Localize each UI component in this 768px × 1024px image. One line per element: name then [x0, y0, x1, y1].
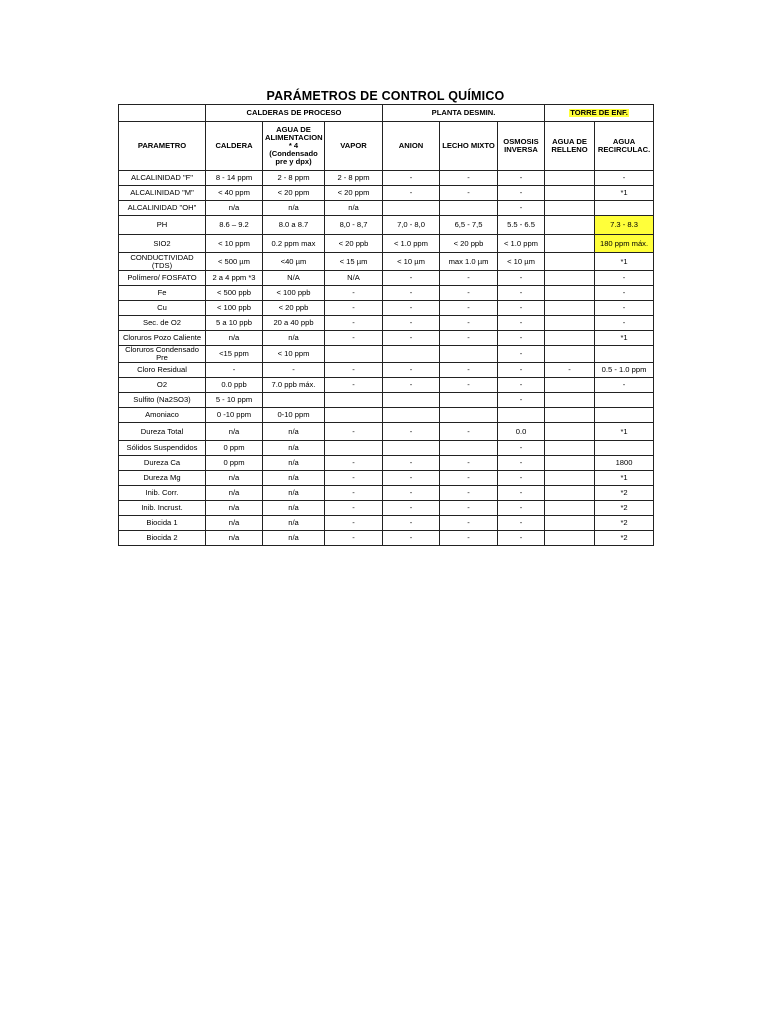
cell-vapor: -: [325, 471, 383, 486]
table-row: [119, 346, 654, 363]
table-row: [119, 271, 654, 286]
header-lecho-mixto: LECHO MIXTO: [440, 122, 498, 171]
cell-recirc: -: [595, 316, 654, 331]
cell-relleno: [545, 235, 595, 253]
cell-lecho: -: [440, 286, 498, 301]
cell-recirc: 0.5 - 1.0 ppm: [595, 363, 654, 378]
cell-lecho: -: [440, 471, 498, 486]
cell-relleno: [545, 423, 595, 441]
cell-anion: -: [383, 363, 440, 378]
cell-anion: -: [383, 378, 440, 393]
cell-agua: n/a: [263, 471, 325, 486]
cell-relleno: [545, 186, 595, 201]
cell-anion: [383, 393, 440, 408]
cell-lecho: -: [440, 316, 498, 331]
cell-agua: n/a: [263, 441, 325, 456]
cell-anion: [383, 441, 440, 456]
table-row: [119, 235, 654, 253]
row-label: Dureza Ca: [119, 456, 206, 471]
cell-osmosis: -: [498, 171, 545, 186]
cell-recirc: *1: [595, 186, 654, 201]
cell-relleno: [545, 471, 595, 486]
cell-anion: -: [383, 286, 440, 301]
cell-recirc: *2: [595, 531, 654, 546]
cell-osmosis: 0.0: [498, 423, 545, 441]
cell-recirc: -: [595, 171, 654, 186]
row-label: Cloro Residual: [119, 363, 206, 378]
group-header-row: [119, 105, 654, 122]
cell-relleno: [545, 286, 595, 301]
cell-vapor: -: [325, 331, 383, 346]
cell-relleno: [545, 393, 595, 408]
cell-lecho: -: [440, 516, 498, 531]
cell-caldera: 0.0 ppb: [206, 378, 263, 393]
cell-osmosis: 5.5 - 6.5: [498, 216, 545, 235]
table-row: [119, 286, 654, 301]
cell-vapor: 8,0 - 8,7: [325, 216, 383, 235]
row-label: SIO2: [119, 235, 206, 253]
cell-recirc: 180 ppm máx.: [595, 235, 654, 253]
cell-vapor: < 20 ppb: [325, 235, 383, 253]
cell-vapor: 2 - 8 ppm: [325, 171, 383, 186]
table-row: [119, 363, 654, 378]
cell-relleno: [545, 486, 595, 501]
cell-osmosis: -: [498, 316, 545, 331]
cell-anion: -: [383, 301, 440, 316]
row-label: Polímero/ FOSFATO: [119, 271, 206, 286]
cell-agua: n/a: [263, 501, 325, 516]
cell-vapor: -: [325, 378, 383, 393]
cell-vapor: -: [325, 423, 383, 441]
cell-osmosis: -: [498, 501, 545, 516]
cell-agua: n/a: [263, 531, 325, 546]
group-torre: [545, 105, 654, 122]
cell-anion: -: [383, 471, 440, 486]
row-label: Biocida 1: [119, 516, 206, 531]
table-row: [119, 516, 654, 531]
cell-osmosis: -: [498, 378, 545, 393]
cell-lecho: -: [440, 486, 498, 501]
row-label: Dureza Mg: [119, 471, 206, 486]
table-row: [119, 201, 654, 216]
cell-agua: N/A: [263, 271, 325, 286]
row-label: Amoniaco: [119, 408, 206, 423]
cell-relleno: [545, 171, 595, 186]
cell-vapor: -: [325, 501, 383, 516]
group-calderas: CALDERAS DE PROCESO: [206, 105, 383, 122]
cell-lecho: -: [440, 331, 498, 346]
header-osmosis: OSMOSIS INVERSA: [498, 122, 545, 171]
cell-recirc: -: [595, 301, 654, 316]
cell-lecho: -: [440, 271, 498, 286]
cell-agua: -: [263, 363, 325, 378]
cell-recirc: 7.3 - 8.3: [595, 216, 654, 235]
header-agua-recirc: AGUA RECIRCULAC.: [595, 122, 654, 171]
cell-osmosis: -: [498, 516, 545, 531]
cell-osmosis: -: [498, 331, 545, 346]
cell-recirc: [595, 408, 654, 423]
header-agua-relleno: AGUA DE RELLENO: [545, 122, 595, 171]
header-parametro: PARAMETRO: [119, 122, 206, 171]
cell-vapor: -: [325, 363, 383, 378]
cell-anion: < 10 µm: [383, 253, 440, 271]
cell-vapor: [325, 393, 383, 408]
cell-anion: [383, 201, 440, 216]
row-label: Inib. Corr.: [119, 486, 206, 501]
row-label: Sec. de O2: [119, 316, 206, 331]
cell-vapor: [325, 441, 383, 456]
cell-vapor: n/a: [325, 201, 383, 216]
group-spacer: [119, 105, 206, 122]
cell-lecho: max 1.0 µm: [440, 253, 498, 271]
cell-anion: -: [383, 331, 440, 346]
cell-recirc: *1: [595, 253, 654, 271]
table-row: [119, 216, 654, 235]
cell-relleno: [545, 516, 595, 531]
cell-lecho: -: [440, 501, 498, 516]
cell-agua: < 20 ppb: [263, 301, 325, 316]
cell-recirc: *2: [595, 501, 654, 516]
cell-agua: n/a: [263, 331, 325, 346]
cell-recirc: -: [595, 378, 654, 393]
cell-anion: [383, 408, 440, 423]
cell-relleno: [545, 316, 595, 331]
cell-lecho: [440, 393, 498, 408]
cell-caldera: 5 - 10 ppm: [206, 393, 263, 408]
cell-osmosis: -: [498, 456, 545, 471]
cell-anion: -: [383, 501, 440, 516]
cell-recirc: -: [595, 286, 654, 301]
cell-lecho: -: [440, 456, 498, 471]
table-row: [119, 486, 654, 501]
group-torre-label: TORRE DE ENF.: [570, 108, 628, 117]
cell-lecho: -: [440, 171, 498, 186]
cell-osmosis: -: [498, 441, 545, 456]
cell-recirc: [595, 201, 654, 216]
table-row: [119, 171, 654, 186]
cell-agua: < 100 ppb: [263, 286, 325, 301]
cell-relleno: [545, 346, 595, 363]
cell-vapor: < 15 µm: [325, 253, 383, 271]
cell-agua: n/a: [263, 201, 325, 216]
cell-caldera: n/a: [206, 201, 263, 216]
cell-relleno: [545, 331, 595, 346]
table-row: [119, 501, 654, 516]
cell-vapor: -: [325, 456, 383, 471]
cell-relleno: [545, 501, 595, 516]
table-row: [119, 531, 654, 546]
cell-caldera: n/a: [206, 501, 263, 516]
cell-agua: 8.0 a 8.7: [263, 216, 325, 235]
cell-vapor: [325, 408, 383, 423]
row-label: Dureza Total: [119, 423, 206, 441]
row-label: O2: [119, 378, 206, 393]
cell-osmosis: -: [498, 486, 545, 501]
cell-vapor: N/A: [325, 271, 383, 286]
cell-agua: 0.2 ppm max: [263, 235, 325, 253]
cell-osmosis: -: [498, 531, 545, 546]
cell-caldera: < 500 µm: [206, 253, 263, 271]
cell-lecho: -: [440, 363, 498, 378]
cell-lecho: [440, 408, 498, 423]
cell-relleno: [545, 301, 595, 316]
cell-lecho: -: [440, 378, 498, 393]
cell-vapor: < 20 ppm: [325, 186, 383, 201]
cell-agua: n/a: [263, 456, 325, 471]
cell-lecho: [440, 201, 498, 216]
cell-agua: 2 - 8 ppm: [263, 171, 325, 186]
cell-anion: -: [383, 423, 440, 441]
cell-relleno: [545, 531, 595, 546]
cell-anion: -: [383, 486, 440, 501]
cell-caldera: < 10 ppm: [206, 235, 263, 253]
row-label: Cloruros Condensado Pre: [119, 346, 206, 363]
cell-anion: [383, 346, 440, 363]
cell-vapor: -: [325, 531, 383, 546]
cell-vapor: -: [325, 286, 383, 301]
cell-relleno: -: [545, 363, 595, 378]
cell-caldera: 0 ppm: [206, 441, 263, 456]
cell-agua: n/a: [263, 516, 325, 531]
row-label: PH: [119, 216, 206, 235]
header-vapor: VAPOR: [325, 122, 383, 171]
row-label: ALCALINIDAD "F": [119, 171, 206, 186]
row-label: Cu: [119, 301, 206, 316]
cell-relleno: [545, 216, 595, 235]
cell-recirc: *1: [595, 471, 654, 486]
cell-recirc: [595, 346, 654, 363]
cell-osmosis: -: [498, 201, 545, 216]
header-anion: ANION: [383, 122, 440, 171]
cell-caldera: 0 ppm: [206, 456, 263, 471]
cell-osmosis: -: [498, 271, 545, 286]
cell-anion: -: [383, 186, 440, 201]
cell-caldera: < 100 ppb: [206, 301, 263, 316]
cell-caldera: < 40 ppm: [206, 186, 263, 201]
cell-recirc: *1: [595, 331, 654, 346]
cell-caldera: 8 - 14 ppm: [206, 171, 263, 186]
cell-lecho: -: [440, 423, 498, 441]
cell-relleno: [545, 253, 595, 271]
cell-relleno: [545, 456, 595, 471]
cell-anion: -: [383, 171, 440, 186]
cell-caldera: n/a: [206, 471, 263, 486]
cell-lecho: -: [440, 301, 498, 316]
table-row: [119, 456, 654, 471]
cell-vapor: -: [325, 316, 383, 331]
group-planta: PLANTA DESMIN.: [383, 105, 545, 122]
cell-osmosis: -: [498, 393, 545, 408]
cell-relleno: [545, 378, 595, 393]
document-title: PARÁMETROS DE CONTROL QUÍMICO: [266, 89, 505, 103]
cell-agua: <40 µm: [263, 253, 325, 271]
row-label: Sólidos Suspendidos: [119, 441, 206, 456]
cell-caldera: n/a: [206, 423, 263, 441]
row-label: ALCALINIDAD "M": [119, 186, 206, 201]
row-label: Biocida 2: [119, 531, 206, 546]
row-label: Sulfito (Na2SO3): [119, 393, 206, 408]
cell-agua: n/a: [263, 486, 325, 501]
cell-recirc: *2: [595, 486, 654, 501]
cell-osmosis: [498, 408, 545, 423]
table-row: [119, 378, 654, 393]
cell-recirc: -: [595, 271, 654, 286]
row-label: Cloruros Pozo Caliente: [119, 331, 206, 346]
cell-relleno: [545, 201, 595, 216]
cell-recirc: 1800: [595, 456, 654, 471]
cell-relleno: [545, 441, 595, 456]
cell-caldera: <15 ppm: [206, 346, 263, 363]
table-row: [119, 316, 654, 331]
cell-caldera: n/a: [206, 531, 263, 546]
cell-agua: < 20 ppm: [263, 186, 325, 201]
cell-anion: -: [383, 456, 440, 471]
cell-recirc: *2: [595, 516, 654, 531]
cell-agua: 0-10 ppm: [263, 408, 325, 423]
cell-lecho: < 20 ppb: [440, 235, 498, 253]
cell-osmosis: < 1.0 ppm: [498, 235, 545, 253]
cell-osmosis: -: [498, 186, 545, 201]
cell-anion: -: [383, 531, 440, 546]
column-header-row: [119, 122, 654, 171]
cell-vapor: -: [325, 486, 383, 501]
cell-vapor: -: [325, 516, 383, 531]
cell-caldera: 2 a 4 ppm *3: [206, 271, 263, 286]
cell-caldera: < 500 ppb: [206, 286, 263, 301]
table-row: [119, 441, 654, 456]
cell-lecho: [440, 441, 498, 456]
cell-recirc: [595, 393, 654, 408]
cell-vapor: [325, 346, 383, 363]
cell-relleno: [545, 271, 595, 286]
table-row: [119, 186, 654, 201]
table-row: [119, 301, 654, 316]
cell-relleno: [545, 408, 595, 423]
cell-osmosis: -: [498, 471, 545, 486]
table-row: [119, 253, 654, 271]
cell-lecho: 6,5 - 7,5: [440, 216, 498, 235]
control-parameters-table: [118, 104, 654, 546]
cell-caldera: 8.6 – 9.2: [206, 216, 263, 235]
cell-caldera: n/a: [206, 331, 263, 346]
cell-osmosis: -: [498, 301, 545, 316]
cell-lecho: [440, 346, 498, 363]
cell-caldera: 5 a 10 ppb: [206, 316, 263, 331]
cell-anion: -: [383, 271, 440, 286]
cell-anion: < 1.0 ppm: [383, 235, 440, 253]
cell-agua: [263, 393, 325, 408]
header-caldera: CALDERA: [206, 122, 263, 171]
cell-anion: -: [383, 316, 440, 331]
cell-vapor: -: [325, 301, 383, 316]
cell-caldera: n/a: [206, 486, 263, 501]
cell-agua: 20 a 40 ppb: [263, 316, 325, 331]
row-label: Fe: [119, 286, 206, 301]
cell-osmosis: -: [498, 363, 545, 378]
table-row: [119, 393, 654, 408]
cell-osmosis: -: [498, 346, 545, 363]
cell-recirc: *1: [595, 423, 654, 441]
cell-caldera: n/a: [206, 516, 263, 531]
row-label: ALCALINIDAD "OH": [119, 201, 206, 216]
row-label: CONDUCTIVIDAD (TDS): [119, 253, 206, 271]
table-row: [119, 423, 654, 441]
header-agua-alimentacion: AGUA DE ALIMENTACION * 4 (Condensado pre y dpx): [263, 122, 325, 171]
cell-osmosis: -: [498, 286, 545, 301]
table-row: [119, 331, 654, 346]
cell-recirc: [595, 441, 654, 456]
cell-anion: -: [383, 516, 440, 531]
cell-osmosis: < 10 µm: [498, 253, 545, 271]
cell-lecho: -: [440, 186, 498, 201]
cell-caldera: -: [206, 363, 263, 378]
row-label: Inib. Incrust.: [119, 501, 206, 516]
cell-agua: < 10 ppm: [263, 346, 325, 363]
table-row: [119, 408, 654, 423]
table-row: [119, 471, 654, 486]
cell-agua: n/a: [263, 423, 325, 441]
cell-caldera: 0 -10 ppm: [206, 408, 263, 423]
cell-anion: 7,0 - 8,0: [383, 216, 440, 235]
cell-lecho: -: [440, 531, 498, 546]
cell-agua: 7.0 ppb máx.: [263, 378, 325, 393]
